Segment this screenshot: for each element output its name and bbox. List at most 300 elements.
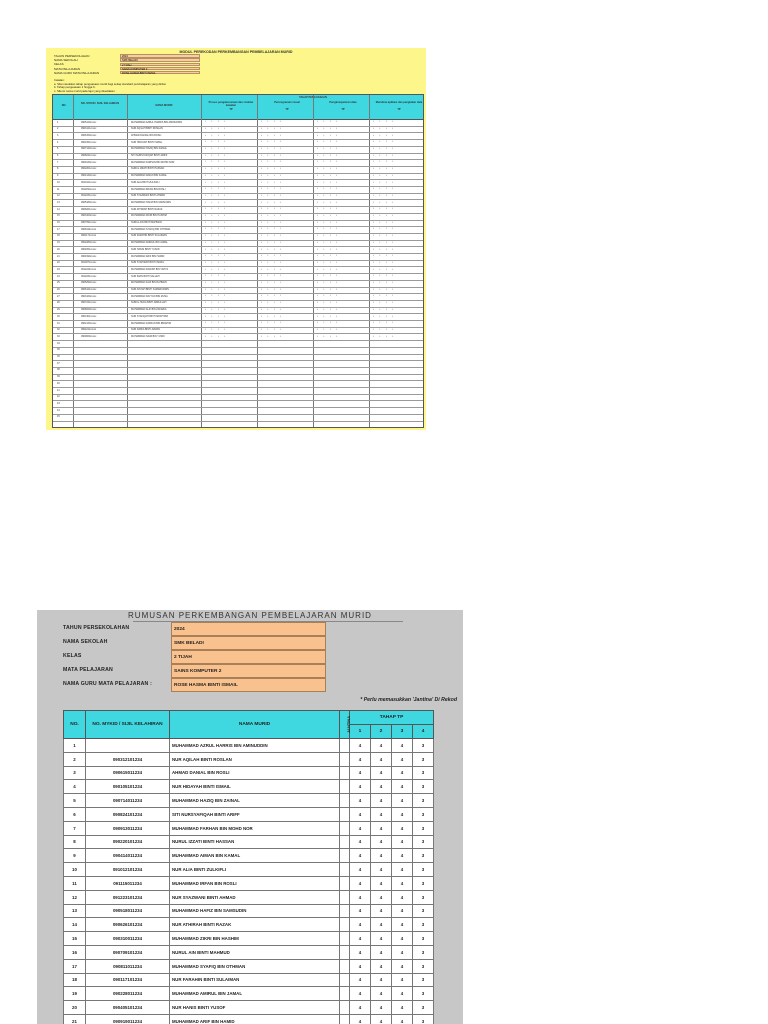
tp-mark-group[interactable]: • • • • (373, 227, 396, 231)
cell-tp-1[interactable]: 4 (350, 1001, 371, 1015)
tp-mark-group[interactable]: • • • • (261, 180, 284, 184)
cell-tp-4[interactable]: 3 (413, 739, 434, 753)
cell-tp-4[interactable]: 3 (413, 835, 434, 849)
cell-tp-1[interactable]: 4 (350, 780, 371, 794)
row-number: 4 (57, 140, 59, 144)
cell-gender[interactable] (340, 1014, 350, 1024)
grid-row-line (53, 374, 423, 375)
cell-tp-2[interactable]: 4 (371, 821, 392, 835)
tp-mark-group[interactable]: • • • • (261, 133, 284, 137)
tp-mark-group[interactable]: • • • • (317, 294, 340, 298)
cell-tp-1[interactable]: 4 (350, 904, 371, 918)
tp-mark-group[interactable]: • • • • (261, 140, 284, 144)
row-student-name: MUHAMMAD ZAFRAN BIN IBRAHIM (131, 321, 171, 325)
cell-tp-1[interactable]: 4 (350, 973, 371, 987)
tp-mark-group[interactable]: • • • • (317, 120, 340, 124)
tp-mark-group[interactable]: • • • • (205, 167, 228, 171)
tp-mark-group[interactable]: • • • • (317, 314, 340, 318)
tp-mark-group[interactable]: • • • • (261, 234, 284, 238)
cell-tp-3[interactable]: 4 (392, 752, 413, 766)
summary-table-body (64, 739, 434, 1024)
cell-gender[interactable] (340, 766, 350, 780)
cell-gender[interactable] (340, 987, 350, 1001)
grid-row-line (53, 139, 423, 140)
tp-mark-group[interactable]: • • • • (261, 260, 284, 264)
cell-gender[interactable] (340, 959, 350, 973)
tp-mark-group[interactable]: • • • • (261, 247, 284, 251)
cell-student-name: MUHAMMAD HAZIQ BIN ZAINAL (170, 794, 340, 808)
cell-tp-1[interactable]: 4 (350, 766, 371, 780)
summary-info-row (37, 650, 337, 664)
tp-mark-group[interactable]: • • • • (205, 173, 228, 177)
note-line: c. Sila isi nama murid pada lajur yang disediakan. (54, 88, 116, 93)
tp-mark-group[interactable]: • • • • (205, 120, 228, 124)
tp-mark-group[interactable]: • • • • (373, 187, 396, 191)
cell-gender[interactable] (340, 807, 350, 821)
tp-mark-group[interactable]: • • • • (317, 200, 340, 204)
cell-tp-4[interactable]: 3 (413, 945, 434, 959)
cell-id: 090615011234 (86, 766, 170, 780)
row-id: 0907241xxxxx (81, 301, 97, 305)
tp-mark-group[interactable]: • • • • (373, 133, 396, 137)
cell-tp-4[interactable]: 3 (413, 932, 434, 946)
tp-mark-group[interactable]: • • • • (317, 153, 340, 157)
tp-mark-group[interactable]: • • • • (373, 247, 396, 251)
tp-mark-group[interactable]: • • • • (373, 260, 396, 264)
cell-tp-4[interactable]: 3 (413, 807, 434, 821)
cell-tp-3[interactable]: 4 (392, 987, 413, 1001)
tp-mark-group[interactable]: • • • • (317, 227, 340, 231)
tp-mark-group[interactable]: • • • • (317, 274, 340, 278)
cell-tp-3[interactable]: 4 (392, 739, 413, 753)
cell-tp-1[interactable]: 4 (350, 932, 371, 946)
cell-no: 12 (64, 890, 86, 904)
tp-mark-group[interactable]: • • • • (317, 247, 340, 251)
tp-mark-group[interactable]: • • • • (205, 274, 228, 278)
cell-gender[interactable] (340, 932, 350, 946)
cell-student-name: NUR AQILAH BINTI ROSLAN (170, 752, 340, 766)
row-number: 34 (57, 341, 60, 345)
cell-tp-1[interactable]: 4 (350, 945, 371, 959)
tp-mark-group[interactable]: • • • • (317, 140, 340, 144)
table-row (64, 780, 434, 794)
tp-mark-group[interactable]: • • • • (261, 287, 284, 291)
tp-mark-group[interactable]: • • • • (205, 321, 228, 325)
cell-no: 1 (64, 739, 86, 753)
cell-gender[interactable] (340, 780, 350, 794)
cell-tp-4[interactable]: 3 (413, 987, 434, 1001)
tp-mark-group[interactable]: • • • • (205, 214, 228, 217)
tp-mark-group[interactable]: • • • • (205, 147, 228, 150)
tp-mark-group[interactable]: • • • • (373, 193, 396, 197)
tp-mark-group[interactable]: • • • • (373, 274, 396, 278)
cell-tp-2[interactable]: 4 (371, 863, 392, 877)
cell-tp-4[interactable]: 3 (413, 959, 434, 973)
cell-tp-2[interactable]: 4 (371, 1001, 392, 1015)
info-value-field[interactable]: SMK BELADI (120, 58, 200, 61)
cell-tp-3[interactable]: 4 (392, 932, 413, 946)
cell-no: 19 (64, 987, 86, 1001)
tp-mark-group[interactable]: • • • • (261, 274, 284, 278)
cell-tp-2[interactable]: 4 (371, 932, 392, 946)
row-number: 37 (57, 361, 60, 365)
cell-tp-1[interactable]: 4 (350, 876, 371, 890)
tp-mark-group[interactable]: • • • • (317, 167, 340, 171)
cell-tp-3[interactable]: 4 (392, 918, 413, 932)
cell-tp-3[interactable]: 4 (392, 959, 413, 973)
tp-mark-group[interactable]: • • • • (373, 140, 396, 144)
cell-gender[interactable] (340, 890, 350, 904)
cell-tp-4[interactable]: 3 (413, 1001, 434, 1015)
cell-tp-4[interactable]: 3 (413, 849, 434, 863)
tp-mark-group[interactable]: • • • • (373, 234, 396, 238)
tp-mark-group[interactable]: • • • • (261, 281, 284, 284)
tp-mark-group[interactable]: • • • • (373, 287, 396, 291)
tp-mark-group[interactable]: • • • • (205, 294, 228, 298)
cell-gender[interactable] (340, 739, 350, 753)
grid-row-line (53, 146, 423, 147)
cell-tp-2[interactable]: 4 (371, 987, 392, 1001)
row-id: 0903160xxxxx (81, 294, 97, 298)
cell-tp-3[interactable]: 4 (392, 835, 413, 849)
tp-mark-group[interactable]: • • • • (317, 267, 340, 271)
cell-tp-4[interactable]: 3 (413, 821, 434, 835)
tp-mark-group[interactable]: • • • • (205, 281, 228, 284)
cell-tp-3[interactable]: 4 (392, 876, 413, 890)
cell-tp-1[interactable]: 4 (350, 752, 371, 766)
tp-mark-group[interactable]: • • • • (373, 281, 396, 284)
tp-mark-group[interactable]: • • • • (261, 267, 284, 271)
cell-tp-2[interactable]: 4 (371, 752, 392, 766)
cell-student-name: NUR FARAHIN BINTI SULAIMAN (170, 973, 340, 987)
cell-tp-2[interactable]: 4 (371, 766, 392, 780)
tp-mark-group[interactable]: • • • • (261, 227, 284, 231)
grid-column-line (73, 95, 74, 427)
tp-mark-group[interactable]: • • • • (261, 294, 284, 298)
cell-id: 090913011234 (86, 821, 170, 835)
cell-tp-1[interactable]: 4 (350, 959, 371, 973)
cell-tp-1[interactable]: 4 (350, 821, 371, 835)
tp-mark-group[interactable]: • • • • (205, 334, 228, 338)
tp-mark-group[interactable]: • • • • (261, 120, 284, 124)
tp-mark-group[interactable]: • • • • (317, 260, 340, 264)
row-id: 0903121xxxxx (81, 127, 97, 131)
cell-tp-3[interactable]: 4 (392, 807, 413, 821)
cell-tp-3[interactable]: 4 (392, 890, 413, 904)
tp-mark-group[interactable]: • • • • (261, 307, 284, 311)
tp-mark-group[interactable]: • • • • (317, 234, 340, 238)
summary-info-value-field[interactable]: ROSE HASMA BINTI ISMAIL (171, 678, 326, 692)
cell-tp-1[interactable]: 4 (350, 794, 371, 808)
tp-mark-group[interactable]: • • • • (261, 147, 284, 150)
cell-tp-3[interactable]: 4 (392, 1014, 413, 1024)
tp-mark-group[interactable]: • • • • (317, 147, 340, 150)
cell-id: 090220101234 (86, 835, 170, 849)
cell-tp-2[interactable]: 4 (371, 959, 392, 973)
cell-tp-4[interactable]: 3 (413, 766, 434, 780)
tp-mark-group[interactable]: • • • • (261, 214, 284, 217)
cell-tp-2[interactable]: 4 (371, 876, 392, 890)
tp-mark-group[interactable]: • • • • (317, 133, 340, 137)
tp-mark-group[interactable]: • • • • (261, 160, 284, 164)
tp-mark-group[interactable]: • • • • (261, 207, 284, 211)
tp-mark-group[interactable]: • • • • (261, 167, 284, 171)
cell-tp-1[interactable]: 4 (350, 890, 371, 904)
tp-mark-group[interactable]: • • • • (317, 220, 340, 224)
tp-mark-group[interactable]: • • • • (317, 301, 340, 305)
tp-mark-group[interactable]: • • • • (317, 214, 340, 217)
cell-tp-1[interactable]: 4 (350, 987, 371, 1001)
tp-mark-group[interactable]: • • • • (205, 187, 228, 191)
header-tp-1: TP (229, 108, 233, 111)
tp-mark-group[interactable]: • • • • (205, 301, 228, 305)
tp-mark-group[interactable]: • • • • (205, 153, 228, 157)
info-value-field[interactable]: 2 TIJAH (120, 63, 200, 66)
cell-tp-4[interactable]: 3 (413, 1014, 434, 1024)
tp-mark-group[interactable]: • • • • (317, 334, 340, 338)
tp-mark-group[interactable]: • • • • (261, 334, 284, 338)
tp-mark-group[interactable]: • • • • (205, 227, 228, 231)
tp-mark-group[interactable]: • • • • (317, 327, 340, 331)
tp-mark-group[interactable]: • • • • (373, 321, 396, 325)
cell-id: 090518011234 (86, 904, 170, 918)
grid-row-line (53, 273, 423, 274)
grid-row-line (53, 233, 423, 234)
tp-mark-group[interactable]: • • • • (373, 301, 396, 305)
tp-mark-group[interactable]: • • • • (373, 173, 396, 177)
cell-tp-4[interactable]: 3 (413, 876, 434, 890)
tp-mark-group[interactable]: • • • • (205, 327, 228, 331)
tp-mark-group[interactable]: • • • • (317, 160, 340, 164)
cell-gender[interactable] (340, 863, 350, 877)
tp-mark-group[interactable]: • • • • (261, 254, 284, 258)
tp-mark-group[interactable]: • • • • (317, 240, 340, 244)
cell-tp-2[interactable]: 4 (371, 794, 392, 808)
row-student-name: NUR AQILAH BINTI ROSLAN (131, 127, 163, 131)
tp-mark-group[interactable]: • • • • (205, 287, 228, 291)
table-row (64, 890, 434, 904)
tp-mark-group[interactable]: • • • • (373, 267, 396, 271)
cell-tp-1[interactable]: 4 (350, 918, 371, 932)
col-header-tp-3: 3 (392, 725, 413, 739)
table-row (64, 959, 434, 973)
cell-tp-2[interactable]: 4 (371, 890, 392, 904)
cell-tp-3[interactable]: 4 (392, 863, 413, 877)
cell-tp-2[interactable]: 4 (371, 918, 392, 932)
cell-tp-2[interactable]: 4 (371, 739, 392, 753)
tp-mark-group[interactable]: • • • • (261, 314, 284, 318)
cell-gender[interactable] (340, 849, 350, 863)
tp-mark-group[interactable]: • • • • (373, 220, 396, 224)
tp-mark-group[interactable]: • • • • (261, 240, 284, 244)
cell-no: 3 (64, 766, 86, 780)
tp-mark-group[interactable]: • • • • (373, 200, 396, 204)
cell-tp-1[interactable]: 4 (350, 849, 371, 863)
row-student-name: MUHAMMAD ZIKRI BIN HASHIM (131, 214, 167, 218)
cell-tp-3[interactable]: 4 (392, 780, 413, 794)
cell-tp-1[interactable]: 4 (350, 807, 371, 821)
cell-gender[interactable] (340, 752, 350, 766)
tp-mark-group[interactable]: • • • • (373, 126, 396, 130)
tp-mark-group[interactable]: • • • • (205, 234, 228, 238)
cell-gender[interactable] (340, 1001, 350, 1015)
cell-tp-4[interactable]: 3 (413, 863, 434, 877)
tp-mark-group[interactable]: • • • • (373, 160, 396, 164)
tp-mark-group[interactable]: • • • • (317, 281, 340, 284)
tp-mark-group[interactable]: • • • • (205, 140, 228, 144)
tp-mark-group[interactable]: • • • • (205, 267, 228, 271)
cell-gender[interactable] (340, 835, 350, 849)
cell-tp-3[interactable]: 4 (392, 904, 413, 918)
cell-tp-2[interactable]: 4 (371, 904, 392, 918)
tp-mark-group[interactable]: • • • • (373, 334, 396, 338)
info-value-field[interactable]: SAINS KOMPUTER 2 (120, 67, 200, 70)
cell-tp-2[interactable]: 4 (371, 807, 392, 821)
cell-gender[interactable] (340, 918, 350, 932)
cell-gender[interactable] (340, 821, 350, 835)
tp-mark-group[interactable]: • • • • (373, 254, 396, 258)
tp-mark-group[interactable]: • • • • (317, 180, 340, 184)
tp-mark-group[interactable]: • • • • (373, 307, 396, 311)
cell-tp-2[interactable]: 4 (371, 835, 392, 849)
tp-mark-group[interactable]: • • • • (317, 126, 340, 130)
cell-gender[interactable] (340, 945, 350, 959)
tp-mark-group[interactable]: • • • • (317, 207, 340, 211)
tp-mark-group[interactable]: • • • • (317, 287, 340, 291)
cell-tp-3[interactable]: 4 (392, 794, 413, 808)
cell-tp-1[interactable]: 4 (350, 1014, 371, 1024)
cell-tp-2[interactable]: 4 (371, 1014, 392, 1024)
row-number: 32 (57, 328, 60, 332)
tp-mark-group[interactable]: • • • • (205, 220, 228, 224)
tp-mark-group[interactable]: • • • • (317, 187, 340, 191)
cell-no: 14 (64, 918, 86, 932)
cell-tp-4[interactable]: 3 (413, 904, 434, 918)
tp-mark-group[interactable]: • • • • (317, 254, 340, 258)
cell-tp-3[interactable]: 4 (392, 973, 413, 987)
summary-info-value-field[interactable]: 2 TIJAH (171, 650, 326, 664)
cell-tp-4[interactable]: 3 (413, 918, 434, 932)
cell-no: 20 (64, 1001, 86, 1015)
tp-mark-group[interactable]: • • • • (261, 193, 284, 197)
tp-mark-group[interactable]: • • • • (261, 220, 284, 224)
cell-gender[interactable] (340, 876, 350, 890)
cell-tp-1[interactable]: 4 (350, 739, 371, 753)
cell-gender[interactable] (340, 973, 350, 987)
tp-mark-group[interactable]: • • • • (205, 247, 228, 251)
cell-tp-3[interactable]: 4 (392, 945, 413, 959)
tp-mark-group[interactable]: • • • • (205, 133, 228, 137)
row-number: 42 (57, 395, 60, 399)
grid-row-line (53, 266, 423, 267)
grid-row-line (53, 293, 423, 294)
tp-mark-group[interactable]: • • • • (261, 187, 284, 191)
tp-mark-group[interactable]: • • • • (205, 314, 228, 318)
tp-mark-group[interactable]: • • • • (205, 126, 228, 130)
tp-mark-group[interactable]: • • • • (317, 173, 340, 177)
tp-mark-group[interactable]: • • • • (261, 173, 284, 177)
cell-tp-4[interactable]: 3 (413, 890, 434, 904)
row-id: 0908020xxxxx (81, 308, 97, 312)
grid-column-line (313, 95, 314, 427)
tp-mark-group[interactable]: • • • • (205, 260, 228, 264)
tp-mark-group[interactable]: • • • • (261, 321, 284, 325)
cell-tp-1[interactable]: 4 (350, 835, 371, 849)
grid-row-line (53, 132, 423, 133)
row-number: 39 (57, 375, 60, 379)
tp-mark-group[interactable]: • • • • (373, 153, 396, 157)
cell-tp-2[interactable]: 4 (371, 973, 392, 987)
tp-mark-group[interactable]: • • • • (205, 254, 228, 258)
tp-mark-group[interactable]: • • • • (317, 193, 340, 197)
tp-mark-group[interactable]: • • • • (373, 294, 396, 298)
cell-tp-2[interactable]: 4 (371, 849, 392, 863)
summary-table (63, 710, 434, 1024)
cell-tp-4[interactable]: 3 (413, 794, 434, 808)
tp-mark-group[interactable]: • • • • (205, 180, 228, 184)
tp-mark-group[interactable]: • • • • (261, 301, 284, 305)
cell-tp-3[interactable]: 4 (392, 1001, 413, 1015)
tp-mark-group[interactable]: • • • • (261, 200, 284, 204)
cell-tp-2[interactable]: 4 (371, 945, 392, 959)
cell-gender[interactable] (340, 794, 350, 808)
summary-info-value-field[interactable]: SMK BELADI (171, 636, 326, 650)
tp-mark-group[interactable]: • • • • (373, 314, 396, 318)
tp-mark-group[interactable]: • • • • (373, 147, 396, 150)
table-row (64, 918, 434, 932)
record-grid (52, 94, 424, 428)
tp-mark-group[interactable]: • • • • (261, 327, 284, 331)
row-student-name: NUR HANIS BINTI YUSOF (131, 247, 160, 251)
info-value-field[interactable]: ROSE HASMA BINTI ISMAIL (120, 71, 200, 74)
table-row (64, 807, 434, 821)
tp-mark-group[interactable]: • • • • (205, 200, 228, 204)
tp-mark-group[interactable]: • • • • (205, 193, 228, 197)
tp-mark-group[interactable]: • • • • (317, 321, 340, 325)
tp-mark-group[interactable]: • • • • (205, 160, 228, 164)
tp-mark-group[interactable]: • • • • (373, 207, 396, 211)
info-label: MATA PELAJARAN (54, 66, 81, 71)
cell-tp-1[interactable]: 4 (350, 863, 371, 877)
tp-mark-group[interactable]: • • • • (205, 207, 228, 211)
cell-tp-4[interactable]: 3 (413, 973, 434, 987)
tp-mark-group[interactable]: • • • • (261, 153, 284, 157)
tp-mark-group[interactable]: • • • • (373, 214, 396, 217)
row-id: 0904211xxxxx (81, 328, 97, 332)
cell-tp-3[interactable]: 4 (392, 849, 413, 863)
tp-mark-group[interactable]: • • • • (373, 180, 396, 184)
cell-tp-2[interactable]: 4 (371, 780, 392, 794)
tp-mark-group[interactable]: • • • • (205, 240, 228, 244)
cell-gender[interactable] (340, 904, 350, 918)
tp-mark-group[interactable]: • • • • (205, 307, 228, 311)
tp-mark-group[interactable]: • • • • (373, 240, 396, 244)
summary-info-value-field[interactable]: 2024 (171, 622, 326, 636)
cell-tp-4[interactable]: 3 (413, 780, 434, 794)
table-row (64, 973, 434, 987)
summary-info-value-field[interactable]: SAINS KOMPUTER 2 (171, 664, 326, 678)
cell-tp-4[interactable]: 3 (413, 752, 434, 766)
tp-mark-group[interactable]: • • • • (261, 126, 284, 130)
tp-mark-group[interactable]: • • • • (373, 327, 396, 331)
cell-tp-3[interactable]: 4 (392, 766, 413, 780)
tp-mark-group[interactable]: • • • • (373, 167, 396, 171)
tp-mark-group[interactable]: • • • • (317, 307, 340, 311)
col-header-id: NO. MYKID / SIJIL KELAHIRAN (86, 711, 170, 739)
cell-tp-3[interactable]: 4 (392, 821, 413, 835)
tp-mark-group[interactable]: • • • • (373, 120, 396, 124)
info-value-field[interactable]: 2024 (120, 54, 200, 57)
